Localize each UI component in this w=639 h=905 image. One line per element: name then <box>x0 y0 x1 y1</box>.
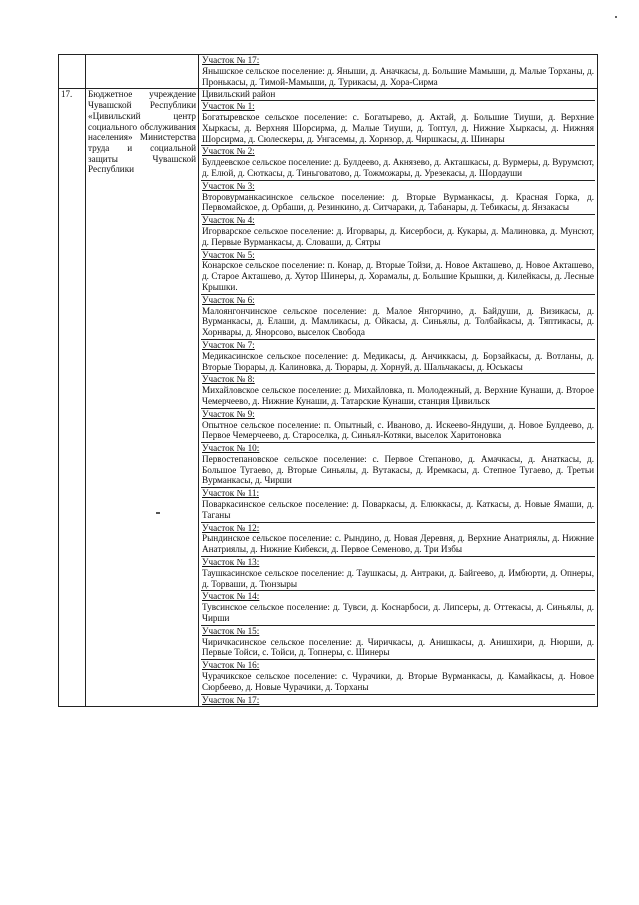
section-body: Тувсинское сельское поселение: д. Тувси, д. Коснарбоси, д. Липсеры, д. Оттекасы, д. Синьялы, д. Чирши <box>202 602 594 624</box>
section-title: Участок № 7: <box>202 339 255 350</box>
row-number-cell-empty <box>59 55 86 89</box>
section-title: Участок № 9: <box>202 408 255 419</box>
section-block <box>201 557 595 591</box>
section-block <box>201 295 595 340</box>
section-body: Игорварское сельское поселение: д. Игорвары, д. Кисербоси, д. Кукары, д. Малиновка, д. Мунсют, д. Первые Вурманкасы, д. Словаши, д. Сятры <box>202 225 594 247</box>
section-block <box>201 215 595 249</box>
allocation-table <box>58 54 598 707</box>
section-title: Участок № 4: <box>202 215 255 226</box>
organization-cell-empty <box>86 55 199 89</box>
section-title: Участок № 13: <box>202 557 260 568</box>
section-title: Участок № 15: <box>202 625 260 636</box>
section-body: Медикасинское сельское поселение: д. Медикасы, д. Анчиккасы, д. Борзайкасы, д. Вотланы, д. Вторые Тюрары, д. Калиновка, д. Тюрары, д. Хорнуй, д. Шальчакасы, д. Юськасы <box>202 350 594 372</box>
section-block <box>201 55 595 88</box>
section-body: Богатыревское сельское поселение: с. Богатырево, д. Актай, д. Большие Тиуши, д. Верхние Хыркасы, д. Верхняя Шорсирма, д. Малые Тиуши, д. Топтул, д. Нижние Хыркасы, д. Нижняя Шорсирма, д. Сюлескеры, д. Унгасемы, д. Хорнзор, д. Чиршкасы, д. Шинары <box>202 111 594 144</box>
section-block <box>201 250 595 295</box>
section-title: Участок № 12: <box>202 522 260 533</box>
section-body: Таушкасинское сельское поселение: д. Таушкасы, д. Антраки, д. Байгеево, д. Имбюрти, д. Опнеры, д. Торваши, д. Тюнзыры <box>202 567 594 589</box>
organization-name: Бюджетное учреждение Чувашской Республики «Цивильский центр социального обслуживания населения» Министерства труда и социальной защиты Чувашской Республики <box>86 89 199 707</box>
section-block <box>201 695 595 707</box>
section-title: Участок № 1: <box>202 101 255 112</box>
section-block <box>201 374 595 408</box>
section-body: Янышское сельское поселение: д. Яныши, д. Аначкасы, д. Большие Мамыши, д. Малые Торханы, д. Пронькасы, д. Тимой-Мамыши, д. Турикасы, д. Хора-Сирма <box>202 65 594 87</box>
section-block <box>201 146 595 180</box>
section-body: Рындинское сельское поселение: с. Рындино, д. Новая Деревня, д. Верхние Анатриялы, д. Нижние Анатриялы, д. Нижние Кибекси, д. Первое Семеново, д. Три Избы <box>202 533 594 555</box>
district-name: Цивильский район <box>201 89 595 101</box>
section-block <box>201 340 595 374</box>
section-block <box>201 660 595 694</box>
section-body: Булдеевское сельское поселение: д. Булдеево, д. Акнязево, д. Акташкасы, д. Вурмеры, д. Вурумсют, д. Елюй, д. Сюткасы, д. Тиньговатово, д. Тожможары, д. Урезекасы, д. Шордауши <box>202 157 594 178</box>
section-block <box>201 591 595 625</box>
section-title: Участок № 10: <box>202 443 260 454</box>
section-title: Участок № 14: <box>202 591 260 602</box>
section-body: Чурачикское сельское поселение: с. Чурачики, д. Вторые Вурманкасы, д. Камайкасы, д. Новое Сюрбеево, д. Новые Чурачики, д. Торханы <box>202 671 594 692</box>
section-title: Участок № 8: <box>202 374 255 385</box>
table-row <box>59 89 598 707</box>
sections-cell-continued <box>199 55 598 89</box>
scan-speck <box>615 16 617 18</box>
section-block <box>201 101 595 146</box>
table-row-continued <box>59 55 598 89</box>
section-title: Участок № 16: <box>202 660 260 671</box>
section-block <box>201 626 595 660</box>
section-body: Конарское сельское поселение: п. Конар, д. Вторые Тойзи, д. Новое Акташево, д. Новое Акташево, д. Старое Акташево, д. Хутор Шинеры, д. Хорамалы, д. Большие Крышки, д. Килейкасы, д. Лесные Крышки. <box>202 260 594 292</box>
section-block <box>201 523 595 557</box>
section-title: Участок № 17: <box>202 694 260 705</box>
sections-cell <box>199 89 598 707</box>
section-body: Второвурманкасинское сельское поселение: д. Вторые Вурманкасы, д. Красная Горка, д. Первомайское, д. Орбаши, д. Резинкино, д. Ситчараки, д. Табанары, д. Тебикасы, д. Янзакасы <box>202 191 594 213</box>
section-block <box>201 488 595 522</box>
section-title: Участок № 17: <box>202 55 260 65</box>
section-title: Участок № 11: <box>202 488 259 499</box>
section-body: Поваркасинское сельское поселение: д. Поваркасы, д. Елюккасы, д. Каткасы, д. Новые Ямаши, д. Таганы <box>202 499 594 520</box>
section-block <box>201 181 595 215</box>
section-title: Участок № 6: <box>202 294 255 305</box>
section-block <box>201 443 595 488</box>
section-block <box>201 409 595 443</box>
section-body: Малоянгончинское сельское поселение: д. Малое Янгорчино, д. Байдуши, д. Визикасы, д. Вурманкасы, д. Елаши, д. Мамликасы, д. Ойкасы, д. Синьялы, д. Толбайкасы, д. Тяптикасы, д. Хорнвары, д. Янорсово, выселок Свобода <box>202 305 594 338</box>
section-body: Чиричкасинское сельское поселение: д. Чиричкасы, д. Анишкасы, д. Анишхири, д. Нюрши, д. Первые Тойси, с. Тойси, д. Топнеры, с. Шинеры <box>202 636 594 658</box>
section-body: Опытное сельское поселение: п. Опытный, с. Иваново, д. Искеево-Яндуши, д. Новое Булдеево, д. Первое Чемерчеево, д. Староселка, д. Синьял-Котяки, выселок Харитоновка <box>202 419 594 441</box>
row-number: 17. <box>59 89 86 707</box>
section-body: Первостепановское сельское поселение: с. Первое Степаново, д. Амачкасы, д. Анаткасы, д. Большое Тугаево, д. Вторые Синьялы, д. Вутакасы, д. Иремкасы, д. Степное Тугаево, д. Третьи Вурманкасы, д. Чирши <box>202 453 594 486</box>
section-body: Михайловское сельское поселение: д. Михайловка, п. Молодежный, д. Верхние Кунаши, д. Второе Чемерчеево, д. Нижние Кунаши, д. Татарские Кунаши, станция Цивильск <box>202 385 594 406</box>
section-title: Участок № 3: <box>202 180 255 191</box>
section-title: Участок № 5: <box>202 249 255 260</box>
section-title: Участок № 2: <box>202 146 255 157</box>
